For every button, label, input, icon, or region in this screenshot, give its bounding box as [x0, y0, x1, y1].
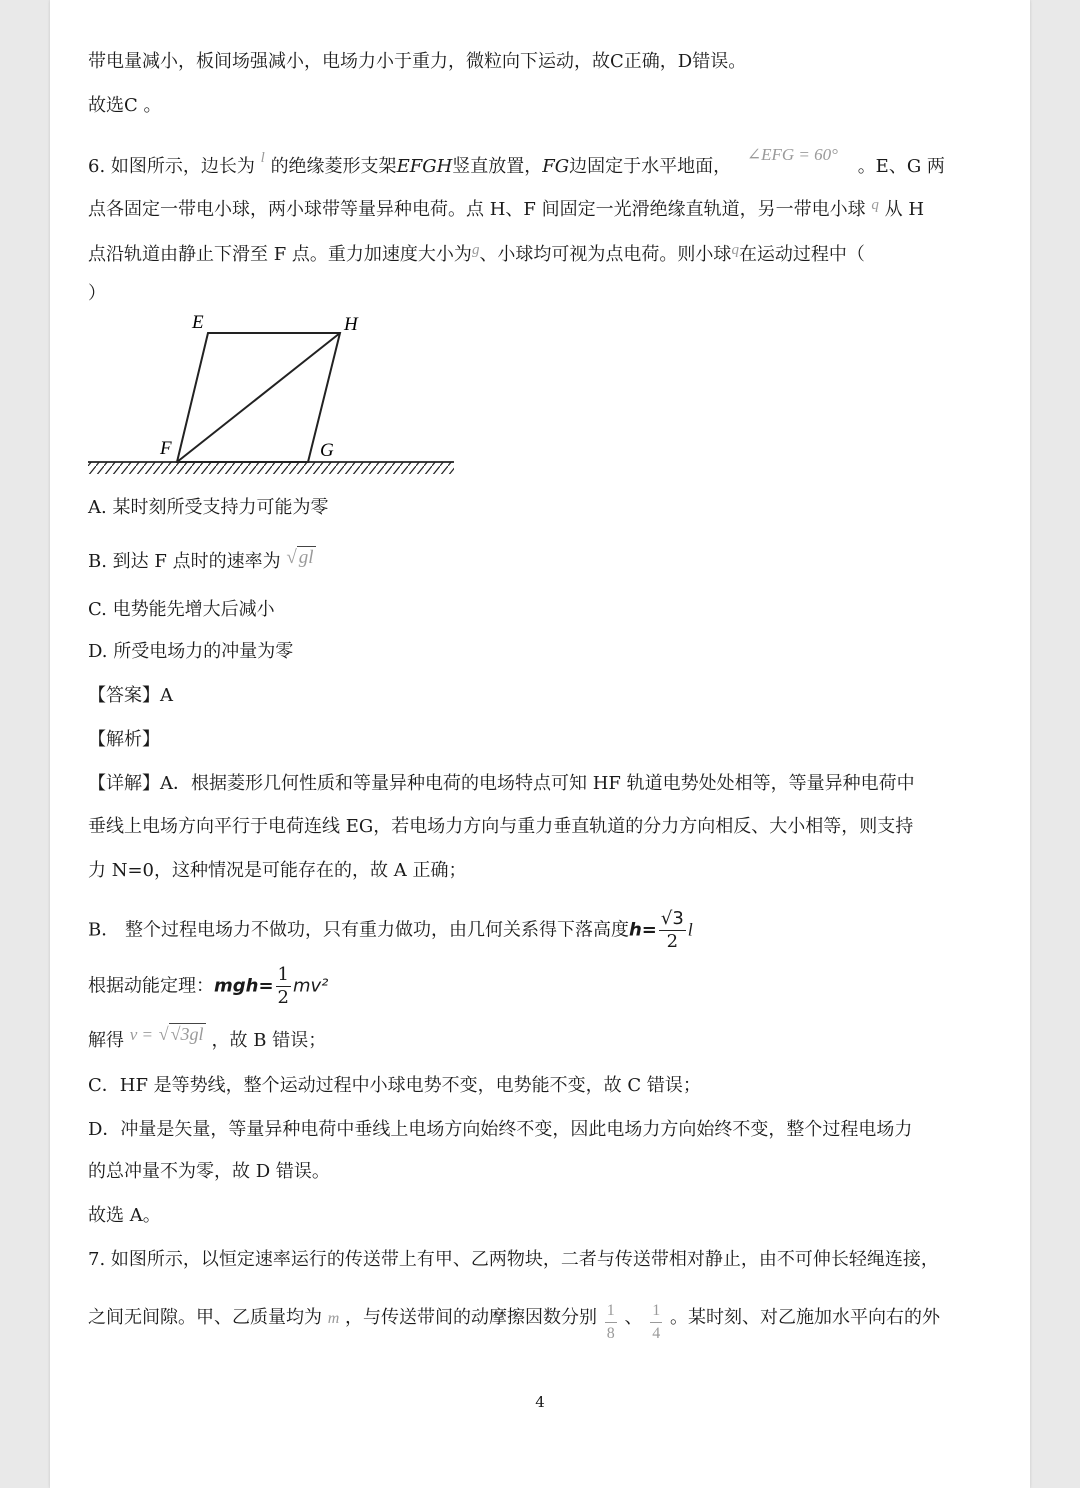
detail-line: 垂线上电场方向平行于电荷连线 EG，若电场力方向与重力垂直轨道的分力方向相反、大小相等，则支持: [88, 816, 914, 837]
rhombus-figure: [88, 306, 458, 482]
option-c: C. 电势能先增大后减小: [88, 599, 275, 620]
detail-line: 的总冲量不为零，故 D 错误。: [88, 1161, 330, 1182]
label-e: E: [192, 312, 204, 333]
detail-line-b: B． 整个过程电场力不做功，只有重力做功，由几何关系得下落高度h= $\frac{√3}{2}$ l: [88, 908, 693, 952]
label-f: F: [160, 438, 172, 459]
detail-line-b3: 解得 v = √ √3gl ，故 B 错误；: [88, 1024, 327, 1051]
page-number: 4: [535, 1393, 545, 1411]
detail-line: 力 N=0，这种情况是可能存在的，故 A 正确；: [88, 860, 467, 881]
track-hf: [177, 333, 340, 462]
ground-hatch: [88, 462, 454, 474]
question-6-line-3: 点沿轨道由静止下滑至 F 点。重力加速度大小为$^g$、小球均可视为点电荷。则小球$^q$在运动过程中（: [88, 242, 865, 265]
detail-line-b2: 根据动能定理：mgh= $\frac{1}{2}$ mv²: [88, 964, 329, 1008]
analysis-label: 【解析】: [88, 729, 160, 750]
detail-line: 故选 A。: [88, 1205, 161, 1226]
option-d: D. 所受电场力的冲量为零: [88, 641, 294, 662]
text-line: ）: [88, 283, 106, 304]
option-b: B. 到达 F 点时的速率为 √ gl: [88, 547, 314, 572]
detail-line: C．HF 是等势线，整个运动过程中小球电势不变，电势能不变，故 C 错误；: [88, 1075, 701, 1096]
text-line: 故选C 。: [88, 95, 162, 116]
label-g: G: [320, 440, 334, 461]
text-line: 带电量减小，板间场强减小，电场力小于重力，微粒向下运动，故C正确，D错误。: [88, 51, 747, 72]
detail-line: 【详解】A．根据菱形几何性质和等量异种电荷的电场特点可知 HF 轨道电势处处相等，等量异种电荷中: [88, 773, 915, 794]
label-h: H: [344, 314, 358, 335]
question-6-line-2: 点各固定一带电小球，两小球带等量异种电荷。点 H、F 间固定一光滑绝缘直轨道，另一带电小球 $^q$ 从 H: [88, 197, 925, 220]
document-page: [50, 0, 1030, 1488]
detail-line: D．冲量是矢量，等量异种电荷中垂线上电场方向始终不变，因此电场力方向始终不变，整个过程电场力: [88, 1119, 913, 1140]
question-7-line-2: 之间无间隙。甲、乙质量均为 m ，与传送带间的动摩擦因数分别 $\frac{1}{8}$ 、 $\frac{1}{4}$ 。某时刻、对乙施加水平向右的外: [88, 1302, 940, 1342]
option-a: A. 某时刻所受支持力可能为零: [88, 497, 329, 518]
question-7-line-1: 7. 如图所示，以恒定速率运行的传送带上有甲、乙两物块，二者与传送带相对静止，由不可伸长轻绳连接，: [88, 1249, 939, 1270]
question-6-line-1: 6. 如图所示，边长为 $^l$ 的绝缘菱形支架EFGH竖直放置，FG边固定于水平地面， ∠EFG = 60° 。E、G 两: [88, 145, 945, 177]
answer-label: 【答案】A: [88, 685, 173, 706]
